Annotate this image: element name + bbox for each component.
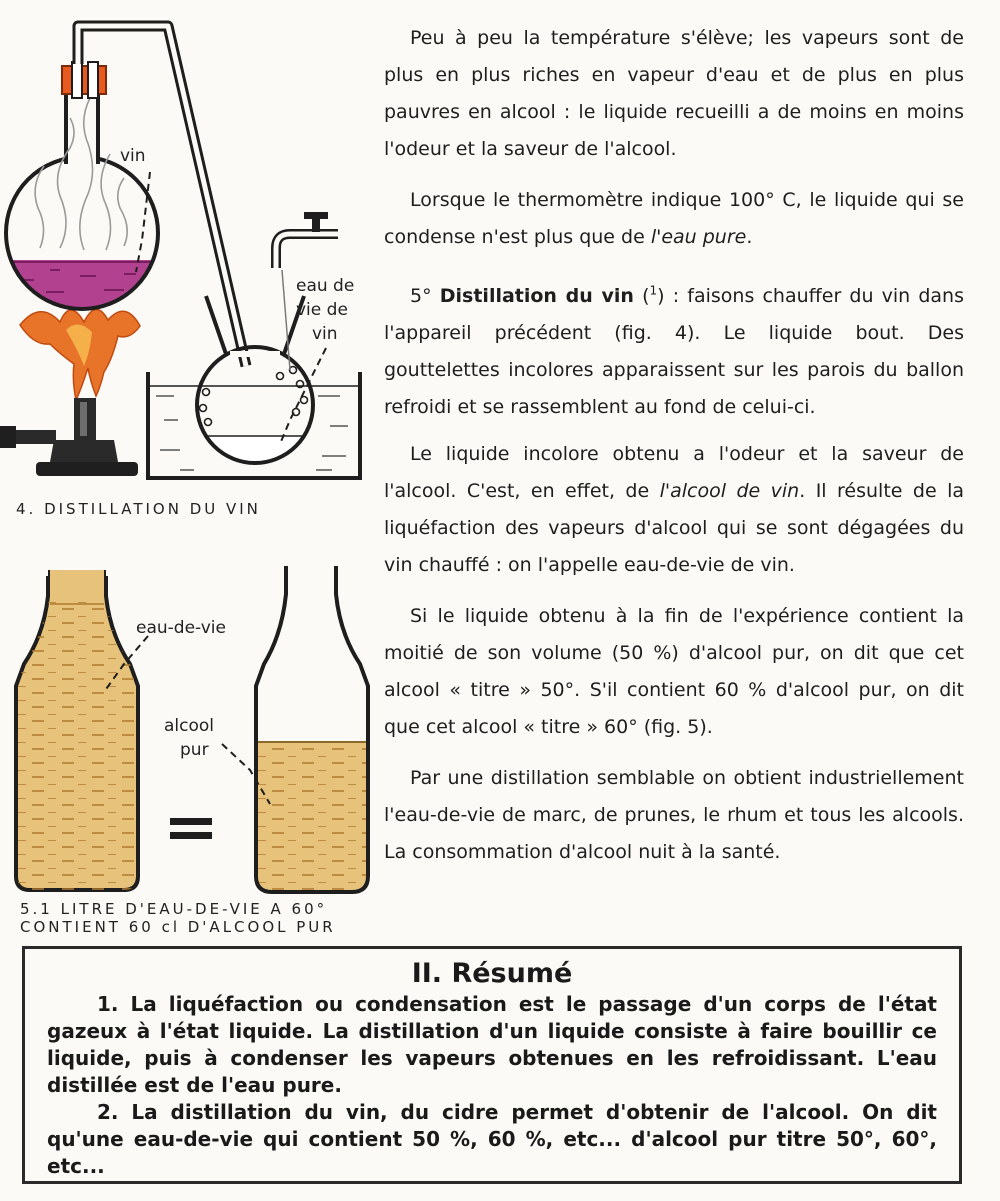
figure-4-caption: 4. DISTILLATION DU VIN bbox=[16, 500, 261, 518]
figure-5-bottles bbox=[0, 0, 380, 900]
label-alcool-pur-line1: alcool bbox=[164, 716, 215, 736]
resume-title: II. Résumé bbox=[411, 958, 573, 989]
label-eau-de-vie: eau-de-vie bbox=[136, 618, 226, 638]
paragraph-industrie: Par une distillation semblable on obtient industriellement l'eau-de-vie de marc, de prunes, le rhum et tous les alcools. La consommation d'alcool nuit à la santé. bbox=[384, 767, 964, 863]
distillation-body: : faisons chauffer du vin dans l'appareil précédent (fig. 4). Le liquide bout. Des gouttelettes incolores apparaissent sur les parois du ballon refroidi et se rassemblent au fond de celui-ci. bbox=[384, 285, 964, 418]
paragraph-temperature: Peu à peu la température s'élève; les vapeurs sont de plus en plus riches en vapeur d'eau et de plus en plus pauvres en alcool : le liquide recueilli a de moins en moins l'odeur et la saveur de l'alcool. bbox=[384, 27, 964, 160]
main-text bbox=[384, 20, 964, 885]
alcool-end: . Il résulte de la liquéfaction des vapeurs d'alcool qui se sont dégagées du vin chauffé : on l'appelle eau-de-vie de vin. bbox=[384, 480, 964, 576]
eau-pure-lead: Lorsque le thermomètre indique 100° C, le liquide qui se condense n'est plus que de bbox=[384, 189, 964, 248]
label-eau-de-vie-line2: vie de bbox=[296, 300, 348, 320]
footnote-ref: 1 bbox=[649, 283, 658, 298]
paragraph-alcool-de-vin bbox=[384, 436, 964, 584]
section-title: Distillation du vin bbox=[439, 285, 634, 307]
footnote-close: ) bbox=[657, 285, 665, 307]
bottle-alcool-pur bbox=[256, 566, 368, 892]
section-number: 5° bbox=[410, 285, 432, 307]
label-eau-de-vie-line3: vin bbox=[312, 324, 338, 344]
figure-5-caption-line2: CONTIENT 60 cl D'ALCOOL PUR bbox=[20, 918, 336, 936]
resume-item-2: 2. La distillation du vin, du cidre permet d'obtenir de l'alcool. On dit qu'une eau-de-vie qui contient 50 %, 60 %, etc... d'alcool pur titre 50°, 60°, etc... bbox=[47, 1100, 937, 1178]
resume-box bbox=[22, 946, 962, 1184]
figure-5-caption-line1: 5.1 LITRE D'EAU-DE-VIE A 60° bbox=[20, 900, 328, 918]
alcool-de-vin-term: l'alcool de vin bbox=[659, 480, 800, 502]
eau-pure-term: l'eau pure bbox=[650, 226, 747, 248]
paragraph-titre: Si le liquide obtenu à la fin de l'expérience contient la moitié de son volume (50 %) d'alcool pur, on dit que cet alcool « titre » 50°. S'il contient 60 % d'alcool pur, on dit que cet alcool « titre » 60° (fig. 5). bbox=[384, 605, 964, 738]
paragraph-distillation-vin bbox=[384, 278, 964, 426]
footnote-open: ( bbox=[633, 285, 650, 307]
alcool-lead: Le liquide incolore obtenu a l'odeur et la saveur de l'alcool. C'est, en effet, de bbox=[384, 443, 964, 502]
equals-sign bbox=[170, 818, 212, 839]
eau-pure-end: . bbox=[746, 226, 753, 248]
paragraph-eau-pure bbox=[384, 182, 964, 256]
label-vin: vin bbox=[120, 146, 146, 166]
bottle-eau-de-vie bbox=[16, 568, 138, 890]
resume-item-1: 1. La liquéfaction ou condensation est le passage d'un corps de l'état gazeux à l'état liquide. La distillation d'un liquide consiste à faire bouillir ce liquide, puis à condenser les vapeurs obtenues en les refroidissant. L'eau distillée est de l'eau pure. bbox=[47, 992, 937, 1097]
label-alcool-pur-line2: pur bbox=[180, 740, 209, 760]
label-eau-de-vie-line1: eau de bbox=[296, 276, 355, 296]
